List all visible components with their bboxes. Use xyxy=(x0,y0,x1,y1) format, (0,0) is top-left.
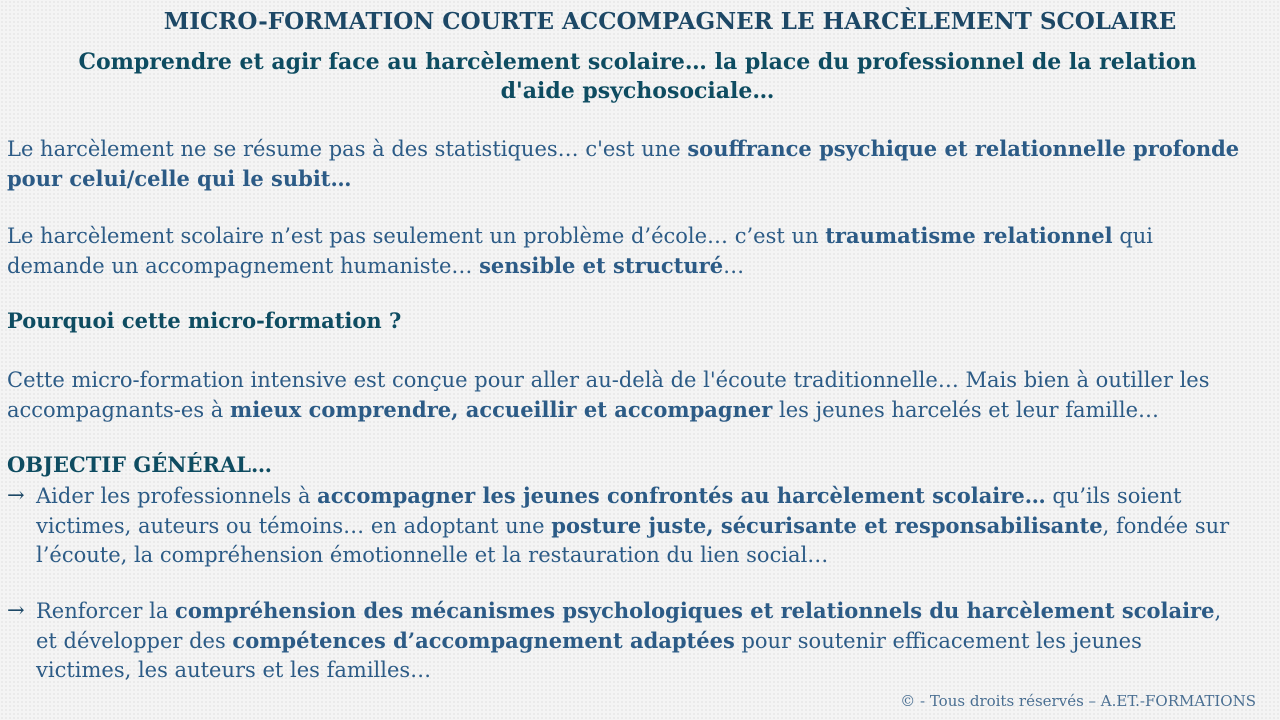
arrow-right-icon: → xyxy=(7,598,25,622)
emphasis-span: posture juste, sécurisante et responsabilisante xyxy=(551,513,1103,538)
arrow-right-icon: → xyxy=(7,483,25,507)
text-span: les jeunes harcelés et leur famille… xyxy=(772,398,1160,422)
bullet-text xyxy=(36,481,1237,570)
objective-bullet-2 xyxy=(7,596,1237,685)
intro-paragraph-2 xyxy=(7,221,1257,281)
text-span: Le harcèlement scolaire n’est pas seulement un problème d’école… c’est un xyxy=(7,224,826,248)
emphasis-span: mieux comprendre, accueillir et accompagner xyxy=(229,397,773,422)
page-title: MICRO-FORMATION COURTE ACCOMPAGNER LE HARCÈLEMENT SCOLAIRE xyxy=(163,8,1177,35)
section-heading-objective: OBJECTIF GÉNÉRAL… xyxy=(7,452,273,477)
section-heading-why: Pourquoi cette micro-formation ? xyxy=(7,308,402,333)
objective-bullet-1 xyxy=(7,481,1237,570)
text-span: Aider les professionnels à xyxy=(36,484,318,508)
text-span: qu’ils soient victimes, auteurs ou témoins… en adoptant une xyxy=(36,484,1182,538)
text-span: Cette micro-formation intensive est conçue pour aller au-delà de l'écoute traditionnelle… Mais bien à outiller les accompagnants-es à xyxy=(7,368,1210,422)
emphasis-span: sensible et structuré xyxy=(479,253,724,278)
text-span: Renforcer la xyxy=(36,599,176,623)
text-span: , fondée sur l’écoute, la compréhension émotionnelle et la restauration du lien social… xyxy=(36,514,1230,567)
page-subtitle: Comprendre et agir face au harcèlement scolaire… la place du professionnel de la relation d'aide psychosociale… xyxy=(78,49,1197,104)
text-span: … xyxy=(723,254,745,278)
copyright-footer: © - Tous droits réservés – A.ET.-FORMATIONS xyxy=(900,692,1256,710)
emphasis-span: compétences d’accompagnement adaptées xyxy=(232,628,735,653)
text-span: qui demande un accompagnement humaniste… xyxy=(7,224,1154,278)
emphasis-span: souffrance psychique et relationnelle profonde pour celui/celle qui le subit… xyxy=(7,136,1240,191)
emphasis-span: accompagner les jeunes confrontés au harcèlement scolaire… xyxy=(317,483,1046,508)
text-span: Le harcèlement ne se résume pas à des statistiques… c'est une xyxy=(7,137,688,161)
emphasis-span: traumatisme relationnel xyxy=(825,223,1113,248)
emphasis-span: compréhension des mécanismes psychologiques et relationnels du harcèlement scolaire xyxy=(175,598,1215,623)
intro-paragraph-1 xyxy=(7,134,1257,194)
why-paragraph xyxy=(7,366,1257,425)
text-span: , et développer des xyxy=(36,599,1222,653)
bullet-text xyxy=(36,596,1237,685)
text-span: pour soutenir efficacement les jeunes victimes, les auteurs et les familles… xyxy=(36,629,1142,682)
